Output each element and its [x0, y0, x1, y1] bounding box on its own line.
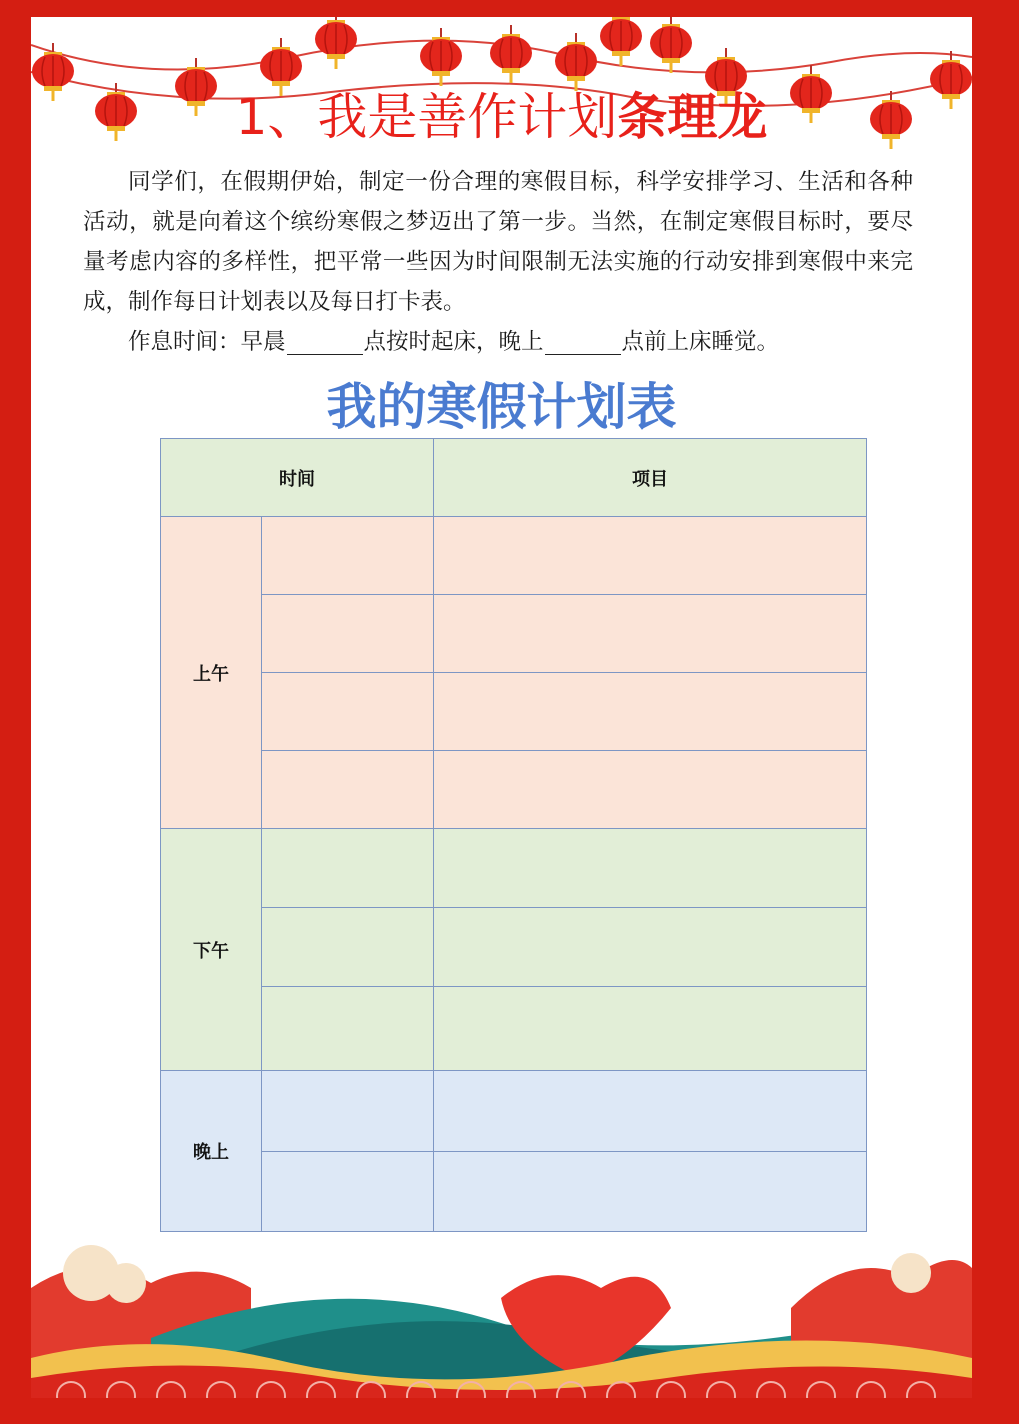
table-row: [161, 1152, 867, 1232]
table-row: [161, 987, 867, 1071]
time-cell[interactable]: [262, 908, 434, 987]
item-cell[interactable]: [434, 751, 867, 829]
time-cell[interactable]: [262, 751, 434, 829]
sleep-time-blank[interactable]: [545, 328, 621, 355]
title-normal: 1、我是善作计划: [235, 88, 618, 146]
period-evening: 晚上: [161, 1071, 262, 1232]
table-row: [161, 595, 867, 673]
period-morning: 上午: [161, 517, 262, 829]
item-cell[interactable]: [434, 1071, 867, 1152]
title-bold: 条理龙: [617, 88, 768, 146]
time-cell[interactable]: [262, 595, 434, 673]
plan-table: [160, 438, 867, 1232]
table-header-row: [161, 439, 867, 517]
table-row: [161, 908, 867, 987]
header-item: 项目: [434, 439, 867, 517]
table-row: [161, 751, 867, 829]
schedule-line: [83, 322, 913, 362]
time-cell[interactable]: [262, 673, 434, 751]
time-cell[interactable]: [262, 1152, 434, 1232]
header-time: 时间: [161, 439, 434, 517]
item-cell[interactable]: [434, 1152, 867, 1232]
table-row: [161, 1071, 867, 1152]
lantern-icon: [650, 17, 692, 73]
schedule-prefix: 作息时间：早晨: [128, 329, 286, 355]
lantern-icon: [490, 25, 532, 83]
item-cell[interactable]: [434, 829, 867, 908]
table-row: [161, 829, 867, 908]
cloud-wave-icon: [31, 1228, 972, 1398]
item-cell[interactable]: [434, 987, 867, 1071]
schedule-suffix: 点前上床睡觉。: [621, 329, 780, 355]
item-cell[interactable]: [434, 673, 867, 751]
time-cell[interactable]: [262, 517, 434, 595]
table-title: 我的寒假计划表: [326, 378, 677, 436]
period-afternoon: 下午: [161, 829, 262, 1071]
lantern-icon: [600, 17, 642, 66]
item-cell[interactable]: [434, 595, 867, 673]
lantern-icon: [315, 17, 357, 69]
footer-decoration: [31, 1228, 972, 1398]
intro-paragraph: 同学们，在假期伊始，制定一份合理的寒假目标，科学安排学习、生活和各种活动，就是向着这个缤纷寒假之梦迈出了第一步。当然，在制定寒假目标时，要尽量考虑内容的多样性，把平常一些因为时间限制无法实施的行动安排到寒假中来完成，制作每日计划表以及每日打卡表。: [83, 169, 913, 315]
wake-time-blank[interactable]: [287, 328, 363, 355]
lantern-icon: [555, 33, 597, 91]
item-cell[interactable]: [434, 908, 867, 987]
time-cell[interactable]: [262, 987, 434, 1071]
lantern-icon: [420, 28, 462, 86]
schedule-mid: 点按时起床，晚上: [363, 329, 544, 355]
time-cell[interactable]: [262, 829, 434, 908]
page-title: [31, 87, 972, 147]
worksheet-page: [31, 17, 972, 1398]
table-row: [161, 673, 867, 751]
time-cell[interactable]: [262, 1071, 434, 1152]
table-row: [161, 517, 867, 595]
item-cell[interactable]: [434, 517, 867, 595]
